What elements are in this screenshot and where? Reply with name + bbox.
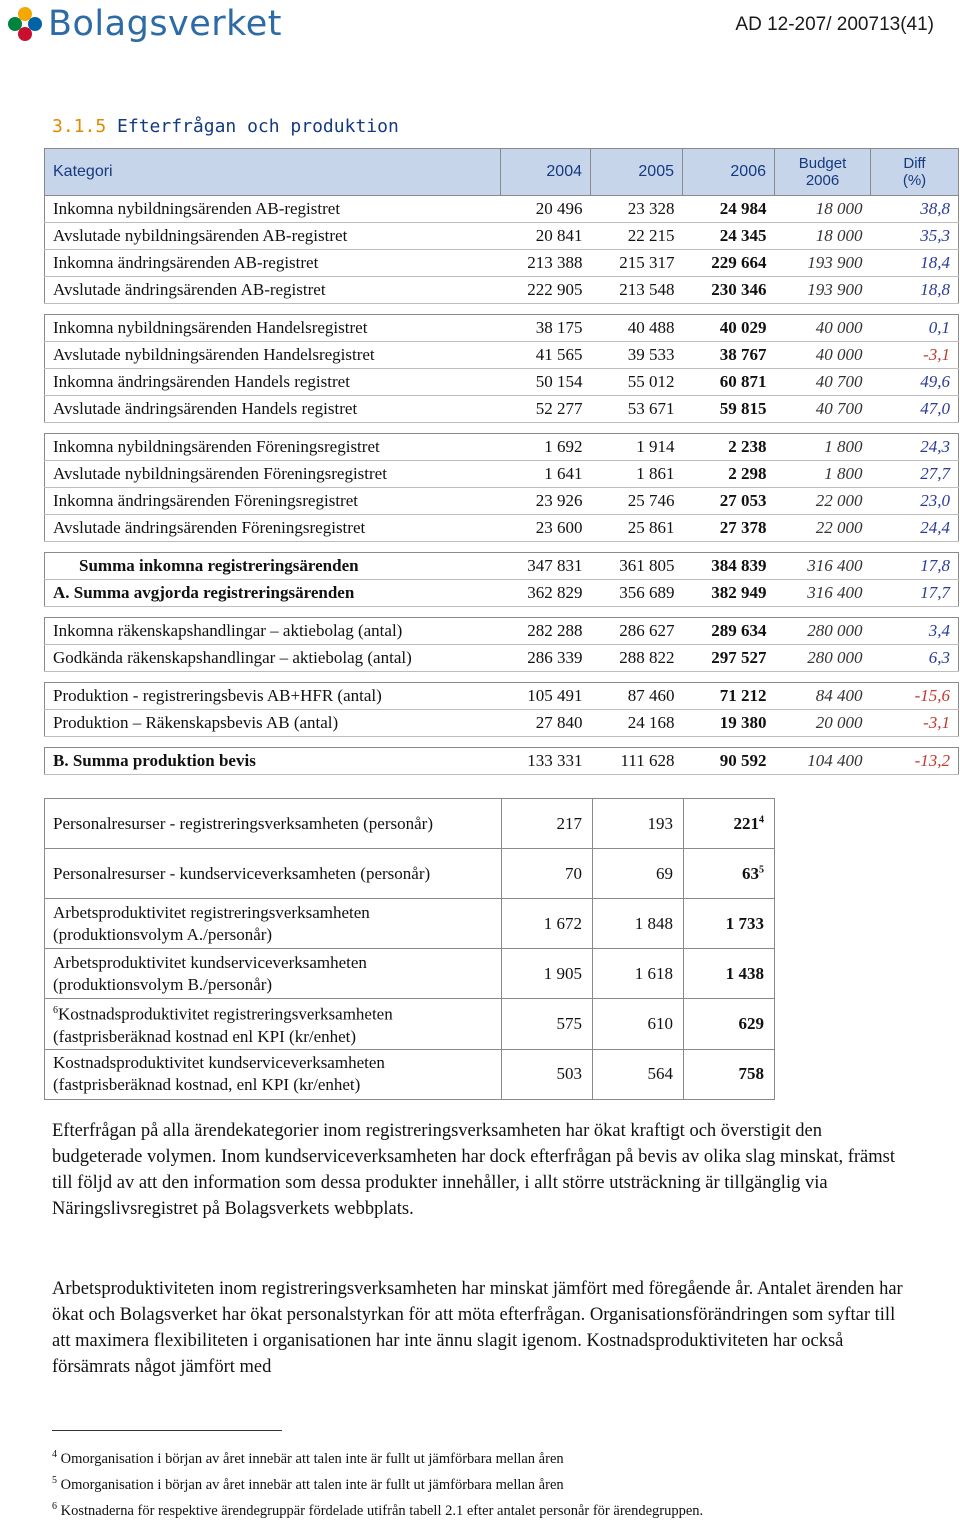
value-budget: 1 800 (775, 461, 871, 488)
logo-text: Bolagsverket (48, 4, 282, 44)
row-label: Inkomna nybildningsärenden AB-registret (45, 196, 501, 223)
table-row (45, 196, 959, 223)
row-label: Avslutade ändringsärenden AB-registret (45, 277, 501, 304)
paragraph-productivity: Arbetsproduktiviteten inom registreringsverksamheten har minskat jämfört med föregående år. Antalet ärenden har ökat och Bolagsverket har ökat personalstyrkan för att möta efterfrågan. Organisationsförändringen som syftar till att maximera flexibiliteten i organisationen har inte ännu slagit igenom. Kostnadsproduktiviteten har också försämrats något jämfört med (52, 1279, 903, 1377)
value-2005: 39 533 (591, 342, 683, 369)
table-row (45, 515, 959, 542)
footnote: $^6$ Kostnaderna för respektive ärendegruppär fördelade utifrån tabell 2.1 efter antalet personår för ärendegruppen. (52, 1500, 704, 1519)
table-row (45, 618, 959, 645)
value-budget: 193 900 (775, 277, 871, 304)
column-header-diff: Diff (%) (871, 149, 959, 196)
value-diff: 38,8 (871, 196, 959, 223)
group-separator (45, 607, 959, 618)
table-row (45, 396, 959, 423)
group-separator (45, 423, 959, 434)
group-separator (45, 304, 959, 315)
logo-icon (8, 7, 42, 41)
value-2004: 213 388 (501, 250, 591, 277)
value-2004: 20 496 (501, 196, 591, 223)
productivity-label: $^6$Kostnadsproduktivitet registreringsverksamheten (fastprisberäknad kostnad enl KPI (kr/enhet) (45, 999, 502, 1050)
statistics-table (44, 148, 959, 775)
value-2004: 38 175 (501, 315, 591, 342)
productivity-row (45, 799, 775, 849)
column-header-2005: 2005 (591, 149, 683, 196)
value-2006: 40 029 (683, 315, 775, 342)
row-label: Inkomna räkenskapshandlingar – aktiebolag (antal) (45, 618, 501, 645)
value-2005: 213 548 (591, 277, 683, 304)
value-diff: 24,4 (871, 515, 959, 542)
value-2006: 758 (684, 1049, 775, 1099)
value-budget: 40 000 (775, 315, 871, 342)
value-2006: 27 053 (683, 488, 775, 515)
value-2004: 20 841 (501, 223, 591, 250)
value-diff: -15,6 (871, 683, 959, 710)
value-2004: 347 831 (501, 553, 591, 580)
value-2006: 59 815 (683, 396, 775, 423)
row-label: Avslutade nybildningsärenden Föreningsregistret (45, 461, 501, 488)
value-2005: 24 168 (591, 710, 683, 737)
table-row (45, 342, 959, 369)
productivity-label: Kostnadsproduktivitet kundserviceverksamheten (fastprisberäknad kostnad, enl KPI (kr/enhet) (45, 1049, 502, 1099)
value-2005: 215 317 (591, 250, 683, 277)
value-2005: 22 215 (591, 223, 683, 250)
value-2005: 25 746 (591, 488, 683, 515)
productivity-row (45, 949, 775, 999)
value-2005: 564 (593, 1049, 684, 1099)
footnote-marker: 6 (53, 1005, 58, 1016)
table-row (45, 710, 959, 737)
value-budget: 22 000 (775, 515, 871, 542)
value-2006: 2 238 (683, 434, 775, 461)
productivity-label: Personalresurser - kundserviceverksamheten (personår) (45, 849, 502, 899)
footnotes (52, 1444, 703, 1521)
table-row (45, 461, 959, 488)
value-2004: 70 (502, 849, 593, 899)
productivity-table (44, 798, 775, 1100)
group-separator (45, 672, 959, 683)
value-budget: 40 700 (775, 369, 871, 396)
value-2005: 1 914 (591, 434, 683, 461)
value-2004: 286 339 (501, 645, 591, 672)
table-row (45, 553, 959, 580)
value-2005: 1 861 (591, 461, 683, 488)
footnote-marker: 4 (759, 813, 764, 825)
row-label: Produktion - registreringsbevis AB+HFR (antal) (45, 683, 501, 710)
value-diff: 23,0 (871, 488, 959, 515)
value-budget: 22 000 (775, 488, 871, 515)
table-row (45, 683, 959, 710)
value-budget: 84 400 (775, 683, 871, 710)
value-budget: 280 000 (775, 645, 871, 672)
value-2006: 19 380 (683, 710, 775, 737)
table-row (45, 488, 959, 515)
value-2005: 610 (593, 999, 684, 1050)
column-header-2004: 2004 (501, 149, 591, 196)
row-label: Inkomna ändringsärenden Föreningsregistret (45, 488, 501, 515)
value-2004: 1 641 (501, 461, 591, 488)
value-2005: 23 328 (591, 196, 683, 223)
table-row (45, 369, 959, 396)
value-diff: 35,3 (871, 223, 959, 250)
value-2005: 69 (593, 849, 684, 899)
bolagsverket-logo (8, 4, 282, 44)
value-2005: 87 460 (591, 683, 683, 710)
value-2004: 133 331 (501, 748, 591, 775)
column-header-budget: Budget 2006 (775, 149, 871, 196)
value-budget: 316 400 (775, 553, 871, 580)
table-row (45, 250, 959, 277)
value-diff: 0,1 (871, 315, 959, 342)
row-label: Godkända räkenskapshandlingar – aktiebolag (antal) (45, 645, 501, 672)
value-2005: 40 488 (591, 315, 683, 342)
table-row (45, 315, 959, 342)
row-label: Inkomna ändringsärenden AB-registret (45, 250, 501, 277)
value-2006: 1 438 (684, 949, 775, 999)
value-2005: 111 628 (591, 748, 683, 775)
value-diff: 47,0 (871, 396, 959, 423)
value-2005: 286 627 (591, 618, 683, 645)
value-2005: 356 689 (591, 580, 683, 607)
value-diff: 49,6 (871, 369, 959, 396)
value-2004: 217 (502, 799, 593, 849)
value-diff: 27,7 (871, 461, 959, 488)
value-2006: 24 345 (683, 223, 775, 250)
value-2005: 25 861 (591, 515, 683, 542)
value-diff: -3,1 (871, 710, 959, 737)
value-2006: 1 733 (684, 899, 775, 949)
value-budget: 193 900 (775, 250, 871, 277)
productivity-label: Personalresurser - registreringsverksamheten (personår) (45, 799, 502, 849)
value-2004: 23 926 (501, 488, 591, 515)
value-diff: 18,4 (871, 250, 959, 277)
row-label: Inkomna nybildningsärenden Föreningsregistret (45, 434, 501, 461)
table-header-row (45, 149, 959, 196)
value-2004: 1 672 (502, 899, 593, 949)
value-diff: 3,4 (871, 618, 959, 645)
value-budget: 20 000 (775, 710, 871, 737)
value-diff: -13,2 (871, 748, 959, 775)
value-2006: 384 839 (683, 553, 775, 580)
productivity-row (45, 849, 775, 899)
row-label: Avslutade ändringsärenden Föreningsregistret (45, 515, 501, 542)
value-2006: 60 871 (683, 369, 775, 396)
row-label: Avslutade nybildningsärenden AB-registret (45, 223, 501, 250)
value-budget: 1 800 (775, 434, 871, 461)
footnote: $^5$ Omorganisation i början av året innebär att talen inte är fullt ut jämförbara mellan åren (52, 1474, 564, 1493)
section-heading (52, 116, 399, 137)
productivity-row (45, 999, 775, 1050)
footnote-separator (52, 1430, 282, 1431)
value-budget: 316 400 (775, 580, 871, 607)
value-2004: 50 154 (501, 369, 591, 396)
value-budget: 18 000 (775, 223, 871, 250)
value-2006: 90 592 (683, 748, 775, 775)
value-2006: $221^4$ (684, 799, 775, 849)
value-2004: 503 (502, 1049, 593, 1099)
table-row (45, 434, 959, 461)
row-label: B. Summa produktion bevis (45, 748, 501, 775)
value-2006: $63^5$ (684, 849, 775, 899)
value-2005: 288 822 (591, 645, 683, 672)
document-reference: AD 12-207/ 200713(41) (735, 14, 934, 35)
footnote-marker: 5 (759, 863, 764, 875)
value-2005: 361 805 (591, 553, 683, 580)
value-2006: 38 767 (683, 342, 775, 369)
value-diff: 17,8 (871, 553, 959, 580)
value-2005: 1 848 (593, 899, 684, 949)
value-budget: 40 700 (775, 396, 871, 423)
value-2004: 222 905 (501, 277, 591, 304)
column-header-kategori: Kategori (45, 149, 501, 196)
value-2004: 105 491 (501, 683, 591, 710)
value-2006: 2 298 (683, 461, 775, 488)
value-2005: 55 012 (591, 369, 683, 396)
value-diff: 17,7 (871, 580, 959, 607)
value-2006: 629 (684, 999, 775, 1050)
value-2006: 382 949 (683, 580, 775, 607)
table-row (45, 645, 959, 672)
value-2005: 193 (593, 799, 684, 849)
value-2006: 27 378 (683, 515, 775, 542)
section-title: Efterfrågan och produktion (117, 116, 399, 137)
column-header-2006: 2006 (683, 149, 775, 196)
value-budget: 104 400 (775, 748, 871, 775)
footnote: $^4$ Omorganisation i början av året innebär att talen inte är fullt ut jämförbara mellan åren (52, 1449, 564, 1467)
value-2004: 27 840 (501, 710, 591, 737)
value-2005: 1 618 (593, 949, 684, 999)
value-2006: 297 527 (683, 645, 775, 672)
value-budget: 18 000 (775, 196, 871, 223)
group-separator (45, 542, 959, 553)
value-diff: 6,3 (871, 645, 959, 672)
value-budget: 40 000 (775, 342, 871, 369)
row-label: Avslutade ändringsärenden Handels registret (45, 396, 501, 423)
value-budget: 280 000 (775, 618, 871, 645)
table-row (45, 277, 959, 304)
value-diff: 18,8 (871, 277, 959, 304)
productivity-row (45, 899, 775, 949)
row-label: Inkomna ändringsärenden Handels registret (45, 369, 501, 396)
value-2004: 23 600 (501, 515, 591, 542)
group-separator (45, 737, 959, 748)
row-label: A. Summa avgjorda registreringsärenden (45, 580, 501, 607)
value-2006: 229 664 (683, 250, 775, 277)
productivity-row (45, 1049, 775, 1099)
value-2004: 52 277 (501, 396, 591, 423)
row-label: Inkomna nybildningsärenden Handelsregistret (45, 315, 501, 342)
productivity-label: Arbetsproduktivitet kundserviceverksamheten (produktionsvolym B./personår) (45, 949, 502, 999)
table-row (45, 748, 959, 775)
table-row (45, 580, 959, 607)
paragraph-demand: Efterfrågan på alla ärendekategorier inom registreringsverksamheten har ökat kraftigt och överstigit den budgeterade volymen. Inom kundserviceverksamheten har dock efterfrågan på bevis av olika slag minskat, främst till följd av att den information som dessa produkter innehåller, i allt större utsträckning är tillgänglig via Näringslivsregistret på Bolagsverkets webbplats. (52, 1121, 895, 1219)
row-label: Produktion – Räkenskapsbevis AB (antal) (45, 710, 501, 737)
value-2004: 282 288 (501, 618, 591, 645)
value-2006: 24 984 (683, 196, 775, 223)
value-2005: 53 671 (591, 396, 683, 423)
value-2006: 289 634 (683, 618, 775, 645)
row-label: Summa inkomna registreringsärenden (45, 553, 501, 580)
table-row (45, 223, 959, 250)
value-2004: 362 829 (501, 580, 591, 607)
value-2006: 230 346 (683, 277, 775, 304)
value-2004: 1 905 (502, 949, 593, 999)
value-2006: 71 212 (683, 683, 775, 710)
section-number: 3.1.5 (52, 116, 107, 137)
value-diff: 24,3 (871, 434, 959, 461)
value-2004: 575 (502, 999, 593, 1050)
value-2004: 1 692 (501, 434, 591, 461)
value-2004: 41 565 (501, 342, 591, 369)
value-diff: -3,1 (871, 342, 959, 369)
productivity-label: Arbetsproduktivitet registreringsverksamheten (produktionsvolym A./personår) (45, 899, 502, 949)
row-label: Avslutade nybildningsärenden Handelsregistret (45, 342, 501, 369)
